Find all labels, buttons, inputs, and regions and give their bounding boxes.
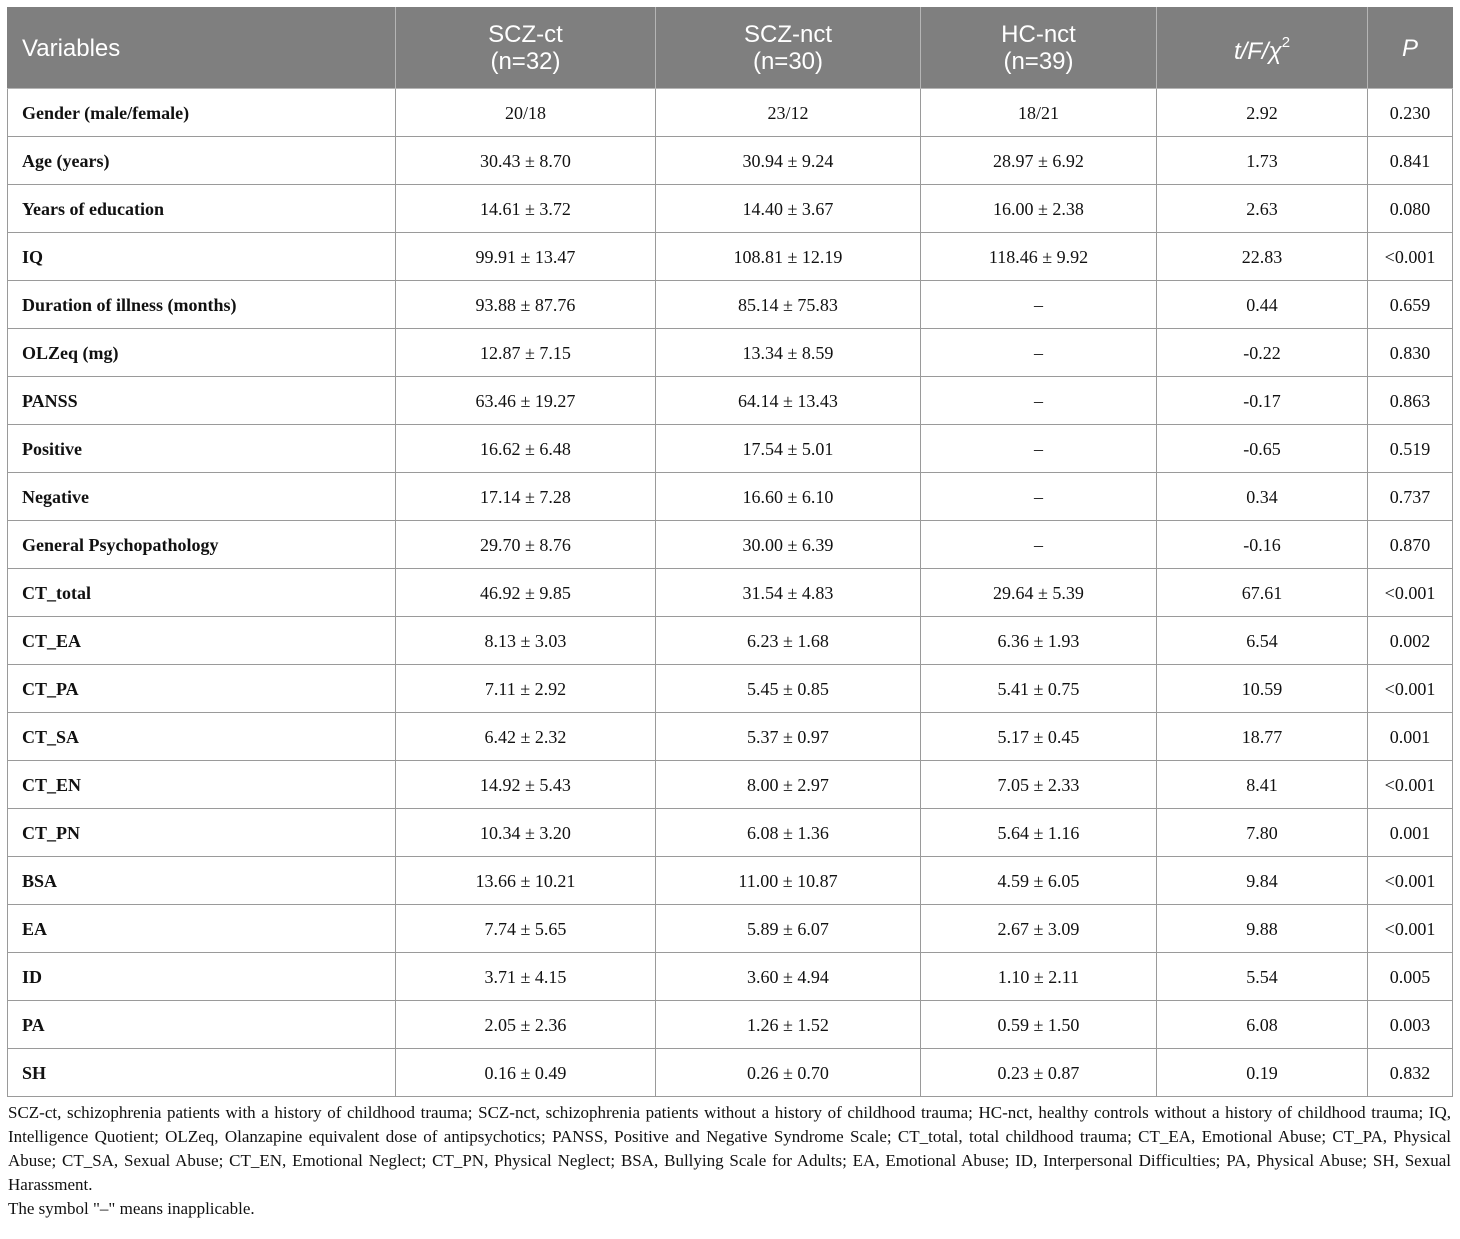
table-header-row	[8, 8, 1453, 89]
cell-scz-nct: 30.94 ± 9.24	[656, 137, 921, 185]
cell-p-value: <0.001	[1368, 857, 1453, 905]
cell-hc-nct: –	[921, 281, 1157, 329]
cell-statistic: 1.73	[1157, 137, 1368, 185]
cell-scz-nct: 11.00 ± 10.87	[656, 857, 921, 905]
header-scz-nct-n: (n=30)	[752, 48, 824, 75]
cell-variable: ID	[8, 953, 396, 1001]
cell-scz-ct: 2.05 ± 2.36	[396, 1001, 656, 1049]
table-row	[8, 1049, 1453, 1097]
cell-scz-ct: 29.70 ± 8.76	[396, 521, 656, 569]
cell-p-value: 0.830	[1368, 329, 1453, 377]
cell-scz-ct: 63.46 ± 19.27	[396, 377, 656, 425]
cell-p-value: 0.080	[1368, 185, 1453, 233]
table-row	[8, 569, 1453, 617]
table-row	[8, 185, 1453, 233]
table-row	[8, 473, 1453, 521]
cell-p-value: <0.001	[1368, 905, 1453, 953]
cell-statistic: 8.41	[1157, 761, 1368, 809]
cell-statistic: 2.63	[1157, 185, 1368, 233]
cell-p-value: 0.005	[1368, 953, 1453, 1001]
header-hc-nct	[921, 8, 1157, 89]
cell-p-value: 0.230	[1368, 89, 1453, 137]
cell-statistic: -0.65	[1157, 425, 1368, 473]
cell-scz-ct: 0.16 ± 0.49	[396, 1049, 656, 1097]
cell-scz-ct: 14.92 ± 5.43	[396, 761, 656, 809]
cell-statistic: -0.22	[1157, 329, 1368, 377]
cell-scz-nct: 8.00 ± 2.97	[656, 761, 921, 809]
cell-hc-nct: –	[921, 473, 1157, 521]
cell-statistic: 18.77	[1157, 713, 1368, 761]
cell-statistic: 0.19	[1157, 1049, 1368, 1097]
cell-scz-ct: 46.92 ± 9.85	[396, 569, 656, 617]
cell-scz-ct: 10.34 ± 3.20	[396, 809, 656, 857]
cell-p-value: 0.870	[1368, 521, 1453, 569]
header-p-value	[1368, 8, 1453, 89]
cell-hc-nct: 7.05 ± 2.33	[921, 761, 1157, 809]
cell-hc-nct: –	[921, 425, 1157, 473]
cell-scz-nct: 30.00 ± 6.39	[656, 521, 921, 569]
cell-statistic: 9.84	[1157, 857, 1368, 905]
cell-scz-ct: 7.74 ± 5.65	[396, 905, 656, 953]
cell-p-value: <0.001	[1368, 233, 1453, 281]
table-row	[8, 809, 1453, 857]
cell-statistic: 22.83	[1157, 233, 1368, 281]
cell-statistic: 9.88	[1157, 905, 1368, 953]
cell-scz-ct: 3.71 ± 4.15	[396, 953, 656, 1001]
cell-statistic: 0.44	[1157, 281, 1368, 329]
cell-variable: SH	[8, 1049, 396, 1097]
cell-statistic: -0.17	[1157, 377, 1368, 425]
cell-variable: CT_total	[8, 569, 396, 617]
table-footnote-symbol: The symbol "–" means inapplicable.	[8, 1199, 255, 1218]
table-row	[8, 953, 1453, 1001]
cell-statistic: 67.61	[1157, 569, 1368, 617]
cell-scz-ct: 99.91 ± 13.47	[396, 233, 656, 281]
cell-hc-nct: –	[921, 329, 1157, 377]
cell-hc-nct: 5.17 ± 0.45	[921, 713, 1157, 761]
cell-scz-ct: 16.62 ± 6.48	[396, 425, 656, 473]
table-row	[8, 617, 1453, 665]
cell-scz-nct: 6.08 ± 1.36	[656, 809, 921, 857]
cell-p-value: 0.737	[1368, 473, 1453, 521]
table-row	[8, 857, 1453, 905]
cell-variable: PA	[8, 1001, 396, 1049]
cell-variable: Duration of illness (months)	[8, 281, 396, 329]
cell-scz-ct: 20/18	[396, 89, 656, 137]
cell-scz-nct: 14.40 ± 3.67	[656, 185, 921, 233]
table-row	[8, 521, 1453, 569]
header-hc-nct-n: (n=39)	[1003, 48, 1074, 75]
cell-statistic: 2.92	[1157, 89, 1368, 137]
cell-variable: CT_SA	[8, 713, 396, 761]
cell-variable: General Psychopathology	[8, 521, 396, 569]
cell-p-value: 0.841	[1368, 137, 1453, 185]
cell-p-value: <0.001	[1368, 761, 1453, 809]
cell-statistic: 5.54	[1157, 953, 1368, 1001]
table-row	[8, 425, 1453, 473]
cell-hc-nct: 28.97 ± 6.92	[921, 137, 1157, 185]
cell-hc-nct: 118.46 ± 9.92	[921, 233, 1157, 281]
cell-variable: IQ	[8, 233, 396, 281]
cell-variable: Age (years)	[8, 137, 396, 185]
cell-p-value: 0.659	[1368, 281, 1453, 329]
cell-hc-nct: 5.41 ± 0.75	[921, 665, 1157, 713]
cell-variable: Years of education	[8, 185, 396, 233]
header-scz-nct-label: SCZ-nct	[743, 21, 832, 48]
cell-hc-nct: 6.36 ± 1.93	[921, 617, 1157, 665]
cell-scz-ct: 12.87 ± 7.15	[396, 329, 656, 377]
cell-scz-nct: 108.81 ± 12.19	[656, 233, 921, 281]
cell-statistic: 7.80	[1157, 809, 1368, 857]
cell-statistic: 6.54	[1157, 617, 1368, 665]
cell-hc-nct: 0.59 ± 1.50	[921, 1001, 1157, 1049]
header-statistic-label	[1233, 33, 1291, 65]
table-row	[8, 665, 1453, 713]
header-statistic-sup: 2	[1281, 33, 1291, 51]
cell-p-value: 0.001	[1368, 809, 1453, 857]
cell-hc-nct: –	[921, 521, 1157, 569]
cell-p-value: 0.519	[1368, 425, 1453, 473]
cell-variable: Positive	[8, 425, 396, 473]
table-row	[8, 761, 1453, 809]
cell-hc-nct: 1.10 ± 2.11	[921, 953, 1157, 1001]
cell-statistic: 10.59	[1157, 665, 1368, 713]
cell-p-value: 0.003	[1368, 1001, 1453, 1049]
header-variables: Variables	[8, 8, 396, 89]
cell-scz-nct: 3.60 ± 4.94	[656, 953, 921, 1001]
cell-variable: CT_EN	[8, 761, 396, 809]
table-row	[8, 1001, 1453, 1049]
cell-hc-nct: 0.23 ± 0.87	[921, 1049, 1157, 1097]
cell-statistic: 6.08	[1157, 1001, 1368, 1049]
cell-hc-nct: 16.00 ± 2.38	[921, 185, 1157, 233]
table-row	[8, 713, 1453, 761]
cell-scz-nct: 5.45 ± 0.85	[656, 665, 921, 713]
cell-scz-ct: 7.11 ± 2.92	[396, 665, 656, 713]
cell-hc-nct: 29.64 ± 5.39	[921, 569, 1157, 617]
cell-p-value: 0.002	[1368, 617, 1453, 665]
cell-variable: EA	[8, 905, 396, 953]
cell-scz-nct: 5.89 ± 6.07	[656, 905, 921, 953]
cell-scz-nct: 16.60 ± 6.10	[656, 473, 921, 521]
cell-scz-nct: 23/12	[656, 89, 921, 137]
cell-scz-nct: 6.23 ± 1.68	[656, 617, 921, 665]
table-row	[8, 329, 1453, 377]
cell-variable: CT_PN	[8, 809, 396, 857]
cell-scz-ct: 6.42 ± 2.32	[396, 713, 656, 761]
cell-hc-nct: 18/21	[921, 89, 1157, 137]
cell-p-value: <0.001	[1368, 569, 1453, 617]
table-row	[8, 905, 1453, 953]
cell-scz-nct: 31.54 ± 4.83	[656, 569, 921, 617]
header-scz-ct	[396, 8, 656, 89]
cell-p-value: 0.001	[1368, 713, 1453, 761]
cell-variable: CT_PA	[8, 665, 396, 713]
header-scz-nct	[656, 8, 921, 89]
table-row	[8, 377, 1453, 425]
cell-hc-nct: 5.64 ± 1.16	[921, 809, 1157, 857]
header-scz-ct-n: (n=32)	[490, 48, 561, 75]
table-footnote-abbreviations: SCZ-ct, schizophrenia patients with a history of childhood trauma; SCZ-nct, schizophrenia patients without a history of childhood trauma; HC-nct, healthy controls without a history of childhood trauma; IQ, Intelligence Quotient; OLZeq, Olanzapine equivalent dose of antipsychotics; PANSS, Positive and Negative Syndrome Scale; CT_total, total childhood trauma; CT_EA, Emotional Abuse; CT_PA, Physical Abuse; CT_SA, Sexual Abuse; CT_EN, Emotional Neglect; CT_PN, Physical Neglect; BSA, Bullying Scale for Adults; EA, Emotional Abuse; ID, Interpersonal Difficulties; PA, Physical Abuse; SH, Sexual Harassment.	[8, 1103, 1451, 1194]
cell-scz-ct: 93.88 ± 87.76	[396, 281, 656, 329]
cell-hc-nct: 4.59 ± 6.05	[921, 857, 1157, 905]
cell-scz-nct: 64.14 ± 13.43	[656, 377, 921, 425]
cell-variable: Gender (male/female)	[8, 89, 396, 137]
cell-variable: BSA	[8, 857, 396, 905]
cell-scz-ct: 13.66 ± 10.21	[396, 857, 656, 905]
cell-scz-ct: 14.61 ± 3.72	[396, 185, 656, 233]
table-row	[8, 233, 1453, 281]
table-row	[8, 89, 1453, 137]
header-p-label: P	[1401, 34, 1418, 62]
cell-scz-nct: 5.37 ± 0.97	[656, 713, 921, 761]
cell-p-value: <0.001	[1368, 665, 1453, 713]
table-row	[8, 137, 1453, 185]
cell-p-value: 0.832	[1368, 1049, 1453, 1097]
cell-p-value: 0.863	[1368, 377, 1453, 425]
cell-scz-nct: 13.34 ± 8.59	[656, 329, 921, 377]
table-container	[7, 7, 1452, 1221]
cell-variable: OLZeq (mg)	[8, 329, 396, 377]
table-row	[8, 281, 1453, 329]
cell-scz-nct: 17.54 ± 5.01	[656, 425, 921, 473]
cell-scz-ct: 8.13 ± 3.03	[396, 617, 656, 665]
cell-variable: PANSS	[8, 377, 396, 425]
header-scz-ct-label: SCZ-ct	[488, 21, 563, 48]
header-statistic-base: t/F/χ	[1233, 37, 1282, 65]
cell-scz-ct: 30.43 ± 8.70	[396, 137, 656, 185]
cell-scz-nct: 85.14 ± 75.83	[656, 281, 921, 329]
cell-scz-nct: 0.26 ± 0.70	[656, 1049, 921, 1097]
cell-variable: Negative	[8, 473, 396, 521]
table-body	[8, 89, 1453, 1097]
demographics-table	[7, 7, 1453, 1097]
header-statistic	[1157, 8, 1368, 89]
cell-hc-nct: 2.67 ± 3.09	[921, 905, 1157, 953]
header-hc-nct-label: HC-nct	[1001, 21, 1076, 48]
cell-variable: CT_EA	[8, 617, 396, 665]
cell-hc-nct: –	[921, 377, 1157, 425]
cell-statistic: 0.34	[1157, 473, 1368, 521]
cell-statistic: -0.16	[1157, 521, 1368, 569]
cell-scz-ct: 17.14 ± 7.28	[396, 473, 656, 521]
cell-scz-nct: 1.26 ± 1.52	[656, 1001, 921, 1049]
